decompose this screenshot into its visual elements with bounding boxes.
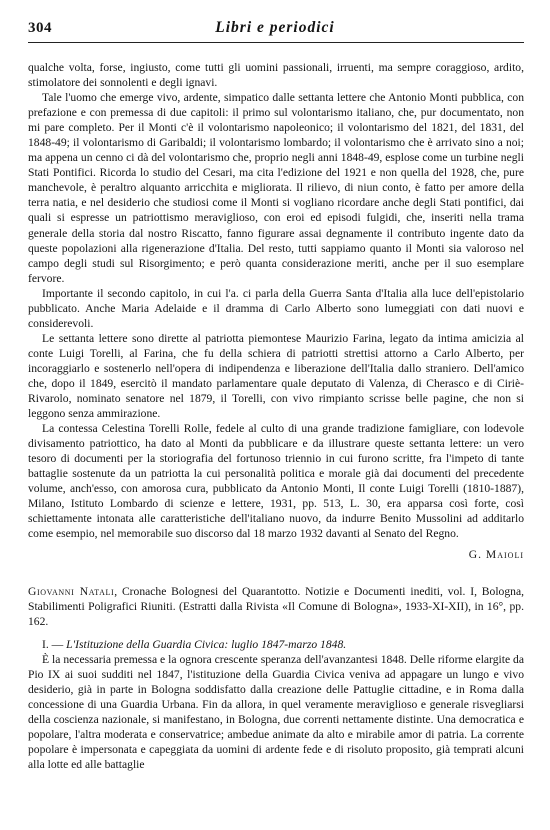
review-citation — [28, 584, 524, 629]
review-citation-text: , Cronache Bolognesi del Quarantotto. Notizie e Documenti inediti, vol. I, Bologna, Stabilimenti Poligrafici Riuniti. (Estratti dalla Rivista «Il Comune di Bologna», 1933-XI-XII), in 16°, pp. 162. — [28, 584, 524, 628]
section-title: L'Istituzione della Guardia Civica: luglio 1847-marzo 1848. — [66, 637, 347, 651]
running-title: Libri e periodici — [215, 19, 335, 36]
paragraph: Tale l'uomo che emerge vivo, ardente, simpatico dalle settanta lettere che Antonio Monti pubblica, con prefazione e con premessa di due capitoli: il primo sul volontarismo italiano, che, pur documentato, non mi pare completo. Per il Monti c'è il volontarismo napoleonico; il volontarismo del 1821, del 1831, del 1848-49; il volontarismo di Garibaldi; il volontarismo lombardo; il volontarismo che è arrivato sino a noi; ma appena un cenno ci dà del volontarismo che, proprio negli anni 1848-49, esplose come un turbine negli Stati Pontifici. Ricorda lo studio del Cesari, ma cita l'edizione del 1921 e non quella del 1928, che, pure manchevole, è peraltro alquanto arricchita e migliorata. Il rilievo, di niun conto, è fatto per amore della terra natia, e nel desiderio che studiosi come il Monti si vogliano ricordare anche degli Stati pontifici, dai quali si espresse un patriottismo meraviglioso, con eroi ed episodi fulgidi, che, inseriti nella trama generale della storia dal nostro Riscatto, fanno figurare assai degnamente il contributo ingente dato da queste popolazioni alla rigenerazione d'Italia. Del resto, tutti sappiamo quanto il Monti sia valoroso nel campo degli studi sul Risorgimento; e però quanta considerazione meriti, anche per il suo esemplare fervore. — [28, 91, 524, 285]
paragraph: È la necessaria premessa e la ognora crescente speranza dell'avanzantesi 1848. Delle riforme elargite da Pio IX ai suoi sudditi nel 1847, l'istituzione della Guardia Civica veniva ad appagare un lungo e vivo desiderio, già in parte in Bologna soddisfatto dalla creazione delle Pattuglie cittadine, e in Roma dalla concessione di una Guardia Urbana. Fin da allora, in quel veramente meraviglioso e generale risvegliarsi della coscienza nazionale, si manifestano, in Bologna, due correnti nettamente distinte. Una democratica e popolare, l'altra moderata e conservatrice; ambedue animate da alto e mirabile amor di patria. La corrente popolare è impersonata e capeggiata da uomini di ardente fede e di risoluto proposito, già temprati alcuni alla lotte ed alle battaglie — [28, 652, 524, 772]
page-body — [28, 60, 524, 772]
review-author: Giovanni Natali — [28, 584, 115, 598]
review-signature: G. Maioli — [468, 547, 524, 561]
section-heading — [28, 637, 524, 652]
paragraph-continuation: qualche volta, forse, ingiusto, come tutti gli uomini passionali, irruenti, ma sempre coraggioso, ardito, stimolatore dei sonnolenti e degli ignavi. — [28, 61, 524, 90]
section-number: I. — — [42, 637, 64, 651]
paragraph: La contessa Celestina Torelli Rolle, fedele al culto di una grande tradizione famigliare, con lodevole divisamento patriottico, ha dato al Monti da pubblicare e da illustrare queste settanta lettere: un vero tesoro di documenti per la storiografia del fortunoso triennio in cui furono scritte, fra l'impeto di tante battaglie sostenute da un patriotta la cui personalità politica e morale già dai documenti del precedente volume, anch'esso, con amorosa cura, pubblicato da Antonio Monti, Il conte Luigi Torelli (1810-1887), Milano, Istituto Lombardo di scienze e lettere, 1931, pp. 513, L. 30, era apparsa così forte, così schiettamente intonata alle caratteristiche dell'italiano nuovo, da indurre Benito Mussolini ad additarlo come esempio, nel memorabile suo discorso dal 18 marzo 1932 davanti al Senato del Regno. — [28, 422, 524, 541]
paragraph: Le settanta lettere sono dirette al patriotta piemontese Maurizio Farina, legato da intima amicizia al conte Luigi Torelli, al Farina, che fu della schiera di patriotti strettisi attorno a Carlo Alberto, per incoraggiarlo e sostenerlo nell'opera di indipendenza e liberazione dell'Italia dallo straniero. Dell'amico che, dopo il 1849, esercitò il mandato parlamentare quale deputato di Valenza, di Cherasco e di Ciriè-Rivarolo, nominato senatore nel 1879, il Torelli, con vivo rimpianto scrisse belle pagine, che non si leggono senza ammirazione. — [28, 331, 524, 421]
paragraph: Importante il secondo capitolo, in cui l'a. ci parla della Guerra Santa d'Italia alla luce dell'epistolario pubblicato. Anche Maria Adelaide e il dramma di Carlo Alberto sono lumeggiati con dati nuovi e considerevoli. — [28, 286, 524, 330]
page-number: 304 — [28, 20, 52, 36]
page-header — [28, 18, 522, 40]
header-rule — [28, 42, 524, 43]
